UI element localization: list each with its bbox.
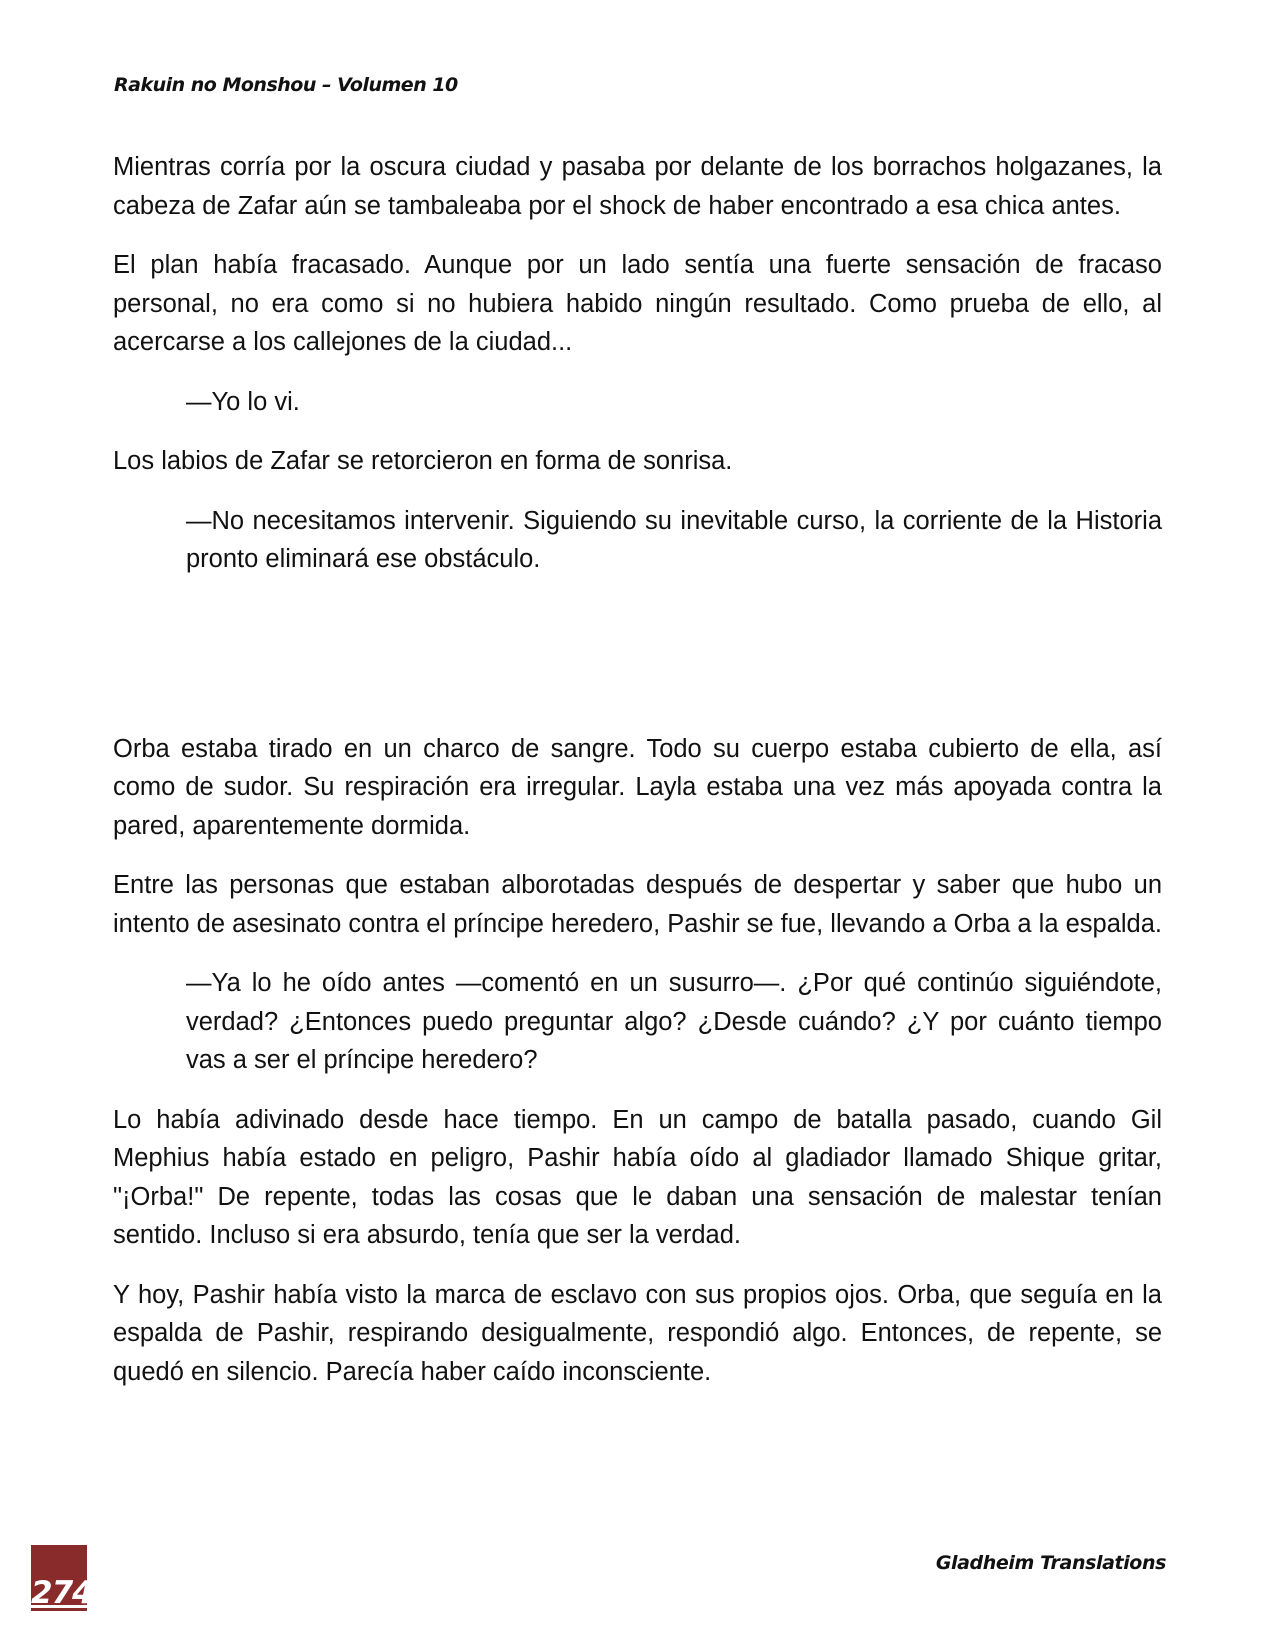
paragraph-2: El plan había fracasado. Aunque por un lado sentía una fuerte sensación de fracaso personal, no era como si no hubiera habido ningún resultado. Como prueba de ello, al acercarse a los callejones de la ciudad...	[113, 251, 1162, 356]
paragraph-7: Y hoy, Pashir había visto la marca de esclavo con sus propios ojos. Orba, que seguía en la espalda de Pashir, respirando desigualmente, respondió algo. Entonces, de repente, se quedó en silencio. Parecía haber caído inconsciente.	[113, 1280, 1162, 1386]
dialogue-3: —Ya lo he oído antes —comentó en un susurro—. ¿Por qué continúo siguiéndote, verdad? ¿Entonces puedo preguntar algo? ¿Desde cuándo? ¿Y por cuánto tiempo vas a ser el príncipe heredero?	[186, 969, 1162, 1074]
footer-brand: Gladheim Translations	[935, 1552, 1166, 1574]
page-body	[113, 148, 1162, 1412]
dialogue-2: —No necesitamos intervenir. Siguiendo su inevitable curso, la corriente de la Historia pronto eliminará ese obstáculo.	[186, 506, 1162, 573]
paragraph-4: Orba estaba tirado en un charco de sangre. Todo su cuerpo estaba cubierto de ella, así como de sudor. Su respiración era irregular. Layla estaba una vez más apoyada contra la pared, aparentemente dormida.	[113, 734, 1162, 840]
dialogue-1: —Yo lo vi.	[186, 387, 300, 416]
paragraph-5: Entre las personas que estaban alborotadas después de despertar y saber que hubo un intento de asesinato contra el príncipe heredero, Pashir se fue, llevando a Orba a la espalda.	[113, 871, 1162, 938]
paragraph-1: Mientras corría por la oscura ciudad y pasaba por delante de los borrachos holgazanes, la cabeza de Zafar aún se tambaleaba por el shock de haber encontrado a esa chica antes.	[113, 153, 1162, 220]
page-number: 274	[31, 1575, 93, 1611]
scene-break	[113, 600, 1162, 730]
running-header: Rakuin no Monshou – Volumen 10	[114, 74, 458, 96]
paragraph-6: Lo había adivinado desde hace tiempo. En un campo de batalla pasado, cuando Gil Mephius había estado en peligro, Pashir había oído al gladiador llamado Shique gritar, "¡Orba!" De repente, todas las cosas que le daban una sensación de malestar tenían sentido. Incluso si era absurdo, tenía que ser la verdad.	[113, 1105, 1162, 1249]
paragraph-3: Los labios de Zafar se retorcieron en forma de sonrisa.	[113, 447, 733, 475]
